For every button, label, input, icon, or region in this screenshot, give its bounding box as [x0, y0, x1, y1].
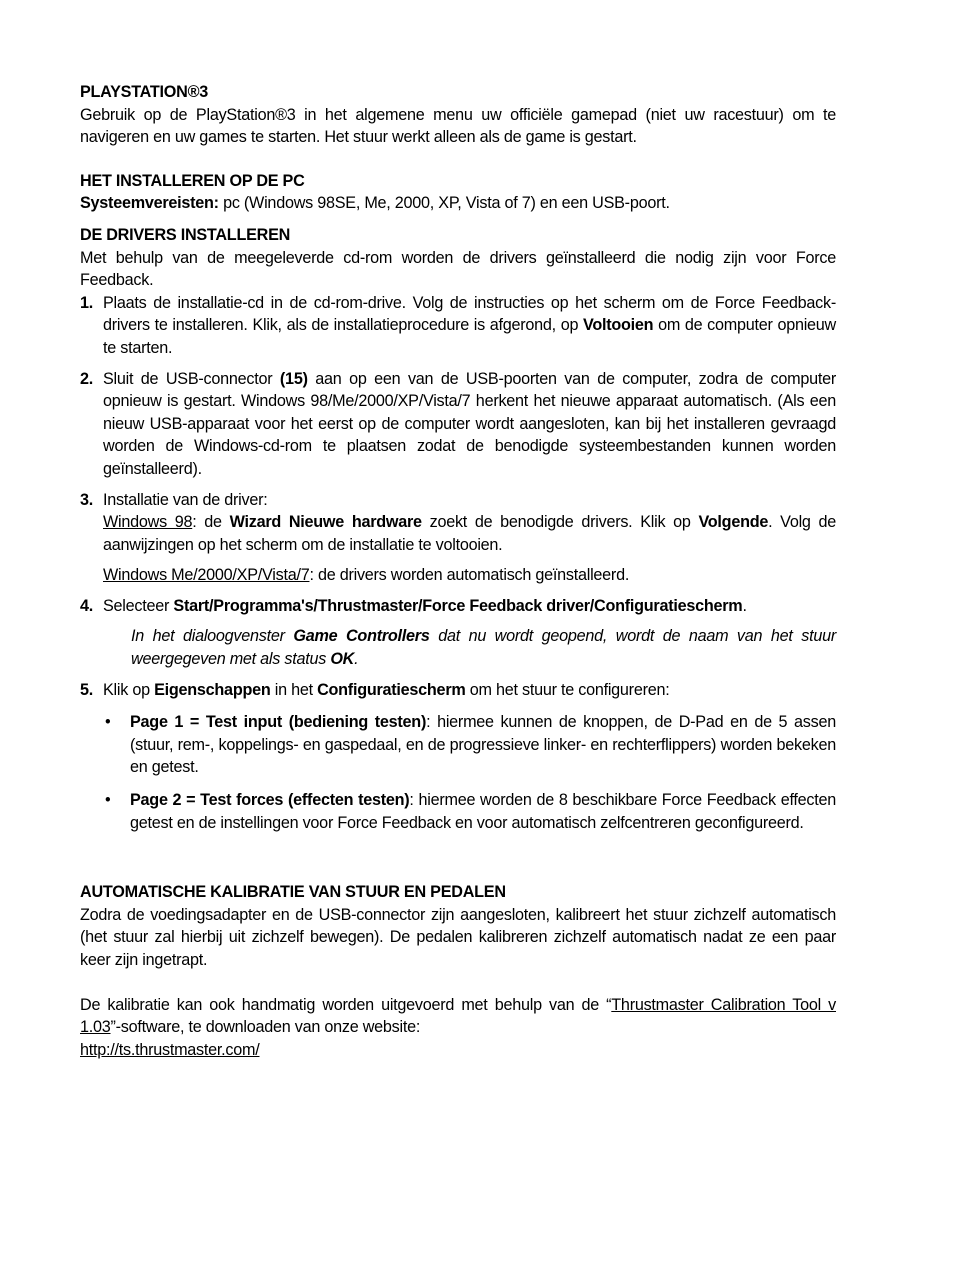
text-fragment: : de — [192, 513, 230, 532]
windows-98-instructions — [80, 511, 836, 556]
calibration-manual — [80, 994, 836, 1039]
step-2 — [80, 368, 836, 481]
step-3 — [80, 489, 836, 512]
text-fragment: Selecteer — [103, 596, 174, 615]
system-requirements — [80, 192, 836, 215]
windows-me-label: Windows Me/2000/XP/Vista/7 — [103, 566, 310, 585]
ps3-heading: PLAYSTATION®3 — [80, 83, 209, 101]
text-fragment: in het — [270, 680, 318, 699]
bullet-icon: • — [105, 713, 111, 732]
wizard-label: Wizard Nieuwe hardware — [229, 513, 422, 532]
game-controllers-note — [80, 625, 836, 670]
ok-label: OK — [330, 650, 355, 669]
drivers-heading: DE DRIVERS INSTALLEREN — [80, 225, 291, 244]
step-2-text: Sluit de USB-connector — [103, 369, 280, 388]
step-5 — [80, 679, 836, 702]
bullet-icon: • — [105, 791, 111, 810]
text-fragment: In het dialoogvenster — [131, 627, 294, 646]
configuratiescherm-label: Configuratiescherm — [317, 680, 466, 699]
page-1-label: Page 1 = Test input (bediening testen) — [130, 713, 427, 732]
text-fragment: . Volg de aanwijzingen op het scherm om de installatie te voltooien. — [103, 513, 836, 554]
calibration-heading: AUTOMATISCHE KALIBRATIE VAN STUUR EN PEDALEN — [80, 883, 506, 902]
page-2-label: Page 2 = Test forces (effecten testen) — [130, 791, 410, 810]
website-link[interactable]: http://ts.thrustmaster.com/ — [80, 1040, 260, 1059]
text-fragment: : hiermee worden de 8 beschikbare Force Feedback effecten getest en de instellingen voor Force Feedback en voor automatisch zelfcentreren geconfigureerd. — [130, 791, 836, 832]
text-fragment: . — [742, 596, 747, 615]
text-fragment: : hiermee kunnen de knoppen, de D-Pad en de 5 assen (stuur, rem-, koppelings- en gaspedaal, en de progressieve linker- en rechterflippers) worden bekeken en getest. — [130, 713, 836, 777]
text-fragment: dat nu wordt geopend, wordt de naam van het stuur weergegeven met als status — [131, 627, 836, 669]
ps3-text: Gebruik op de PlayStation®3 in het algemene menu uw officiële gamepad (niet uw racestuur) om te navigeren en uw games te starten. Het stuur werkt alleen als de game is gestart. — [80, 105, 836, 147]
text-fragment: . — [354, 650, 359, 669]
step-1-text: Plaats de installatie-cd in de cd-rom-drive. Volg de instructies op het scherm om de Force Feedback-drivers te installeren. Klik, als de installatieprocedure is afgerond, op — [103, 293, 836, 335]
step-2-text-end: aan op een van de USB-poorten van de computer, zodra de computer opnieuw is gestart. Windows 98/Me/2000/XP/Vista/7 herkent het nieuwe apparaat automatisch. (Als een nieuw USB-apparaat voor het eerst op de computer wordt aangesloten, kan bij het installeren gevraagd worden de Windows-cd-rom te plaatsen zodat de benodigde systeembestanden kunnen worden geïnstalleerd). — [103, 369, 836, 478]
calibration-tool-link[interactable]: Thrustmaster Calibration Tool v 1.03 — [80, 995, 836, 1037]
bullet-page-1 — [80, 711, 836, 779]
step-1-text-end: om de computer opnieuw te starten. — [103, 316, 836, 357]
step-number: 3. — [80, 490, 94, 509]
step-1 — [80, 292, 836, 360]
text-fragment: Klik op — [103, 680, 155, 699]
step-number: 5. — [80, 680, 94, 699]
document-page — [80, 81, 836, 1061]
website-url-line — [80, 1039, 836, 1062]
volgende-label: Volgende — [698, 513, 769, 532]
game-controllers-label: Game Controllers — [293, 627, 430, 646]
pc-heading: HET INSTALLEREN OP DE PC — [80, 171, 305, 190]
calibration-text: Zodra de voedingsadapter en de USB-connector zijn aangesloten, kalibreert het stuur zichzelf automatisch (het stuur zal hierbij uit zichzelf bewegen). De pedalen kalibreren zichzelf automatisch nadat ze een paar keer zijn ingetrapt. — [80, 905, 836, 969]
text-fragment: zoekt de benodigde drivers. Klik op — [421, 513, 699, 532]
step-number: 1. — [80, 293, 94, 312]
drivers-intro: Met behulp van de meegeleverde cd-rom worden de drivers geïnstalleerd die nodig zijn voor Force Feedback. — [80, 248, 836, 290]
requirements-label: Systeemvereisten: — [80, 194, 219, 213]
menu-path: Start/Programma's/Thrustmaster/Force Feedback driver/Configuratiescherm — [173, 596, 743, 615]
connector-ref: (15) — [279, 369, 308, 388]
text-fragment: om het stuur te configureren: — [465, 680, 670, 699]
text-fragment: : de drivers worden automatisch geïnstalleerd. — [309, 566, 630, 585]
step-number: 4. — [80, 596, 94, 615]
bullet-page-2 — [80, 789, 836, 834]
text-fragment: De kalibratie kan ook handmatig worden uitgevoerd met behulp van de “ — [80, 995, 612, 1014]
windows-98-label: Windows 98 — [103, 513, 193, 532]
voltooien-label: Voltooien — [583, 316, 654, 335]
text-fragment: ”-software, te downloaden van onze website: — [110, 1018, 421, 1037]
step-number: 2. — [80, 369, 94, 388]
eigenschappen-label: Eigenschappen — [154, 680, 271, 699]
requirements-text: pc (Windows 98SE, Me, 2000, XP, Vista of 7) en een USB-poort. — [218, 194, 670, 213]
step-4 — [80, 595, 836, 618]
windows-me-instructions — [80, 564, 836, 587]
step-3-text: Installatie van de driver: — [103, 490, 268, 509]
